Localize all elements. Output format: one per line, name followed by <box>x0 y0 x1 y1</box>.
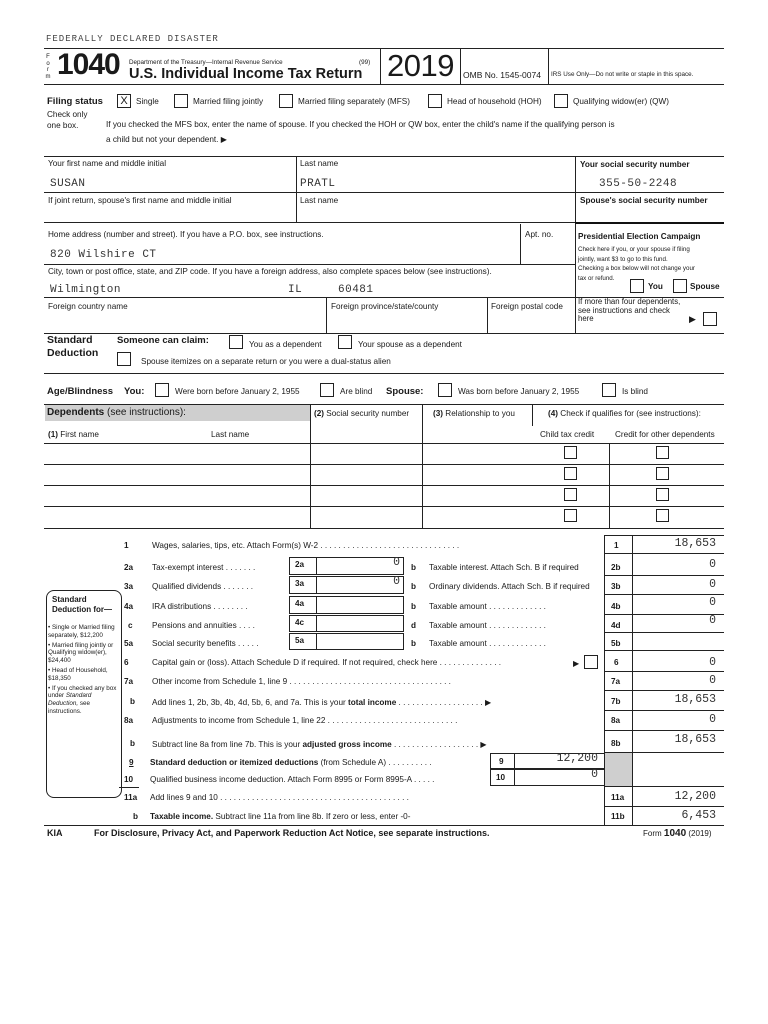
address-label: Home address (number and street). If you have a P.O. box, see instructions. <box>48 230 324 239</box>
married-jointly-label: Married filing jointly <box>193 97 264 106</box>
tax-year: 2019 <box>387 48 454 83</box>
line9-box: 9 <box>499 757 504 766</box>
first-name-value[interactable]: SUSAN <box>50 178 86 190</box>
line4b-num: b <box>411 602 417 611</box>
line11a-value[interactable]: 12,200 <box>674 790 716 803</box>
spouse-dependent-checkbox[interactable] <box>338 335 352 349</box>
dep3-child-credit-checkbox[interactable] <box>564 488 577 501</box>
line8b-num: b <box>130 739 136 748</box>
line5a-box: 5a <box>295 636 305 645</box>
line3a-value: 0 <box>393 575 400 588</box>
line1-value[interactable]: 18,653 <box>674 537 716 550</box>
spouse-itemizes-label: Spouse itemizes on a separate return or you were a dual-status alien <box>141 357 391 366</box>
line2b-num: b <box>411 563 417 572</box>
last-name-value[interactable]: PRATL <box>300 178 336 190</box>
line1-desc: Wages, salaries, tips, etc. Attach Form(s) W-2 . . . . . . . . . . . . . . . . . . . . . . . . . . . . . . . <box>152 541 460 550</box>
you-blind-checkbox[interactable] <box>320 383 334 397</box>
dep2-other-credit-checkbox[interactable] <box>656 467 669 480</box>
age-spouse-label: Spouse: <box>386 386 424 397</box>
dep2-child-credit-checkbox[interactable] <box>564 467 577 480</box>
presidential-title: Presidential Election Campaign <box>578 232 701 241</box>
dept-line: Department of the Treasury—Internal Revenue Service <box>129 59 283 66</box>
line2a-desc: Tax-exempt interest . . . . . . . <box>152 563 256 572</box>
line5b-desc: Taxable amount . . . . . . . . . . . . . <box>429 639 546 648</box>
presidential-spouse-checkbox[interactable] <box>673 279 687 293</box>
line4c-num: c <box>128 621 133 630</box>
omb-number: OMB No. 1545-0074 <box>463 70 541 80</box>
married-separately-label: Married filing separately (MFS) <box>298 97 410 106</box>
line3b-desc: Ordinary dividends. Attach Sch. B if required <box>429 582 590 591</box>
qualifying-widow-checkbox[interactable] <box>554 94 568 108</box>
single-checkbox[interactable]: X <box>117 94 131 108</box>
filing-status-sub: Check only one box. <box>47 110 88 130</box>
footer-form-label: Form 1040 (2019) <box>643 828 712 839</box>
line3a-num: 3a <box>124 582 134 591</box>
line3b-box: 3b <box>611 582 621 591</box>
line10-desc: Qualified business income deduction. Attach Form 8995 or Form 8995-A . . . . . <box>150 775 435 784</box>
line7a-num: 7a <box>124 677 134 686</box>
footer-kia: KIA <box>47 828 63 838</box>
line2a-box: 2a <box>295 560 305 569</box>
line6-desc: Capital gain or (loss). Attach Schedule D if required. If not required, check here . . . . . . . . . . . . . . <box>152 658 502 667</box>
zip-value[interactable]: 60481 <box>338 284 374 296</box>
spouse-itemizes-checkbox[interactable] <box>117 352 131 366</box>
line11b-num: b <box>133 812 139 821</box>
line7b-desc: Add lines 1, 2b, 3b, 4b, 4d, 5b, 6, and 7a. This is your total income . . . . . . . . . . . . . . . . . . . ▶ <box>152 698 492 707</box>
more-dependents-checkbox[interactable] <box>703 312 717 326</box>
line10-num: 10 <box>124 775 134 784</box>
presidential-spouse-label: Spouse <box>690 282 720 291</box>
line4b-box: 4b <box>611 602 621 611</box>
line4c-box: 4c <box>295 618 305 627</box>
dep-col4a-header: Child tax credit <box>540 430 595 439</box>
dep-col4b-header: Credit for other dependents <box>615 430 715 439</box>
ssn-value[interactable]: 355-50-2248 <box>599 178 678 190</box>
line4a-field[interactable] <box>289 596 404 614</box>
dep4-child-credit-checkbox[interactable] <box>564 509 577 522</box>
line9-value: 12,200 <box>556 752 598 765</box>
ssn-label: Your social security number <box>580 160 690 169</box>
dep-col1-header: (1) First name <box>48 430 99 439</box>
spouse-born-before-label: Was born before January 2, 1955 <box>458 387 580 396</box>
line7a-box: 7a <box>611 677 621 686</box>
presidential-you-checkbox[interactable] <box>630 279 644 293</box>
head-of-household-label: Head of household (HOH) <box>447 97 542 106</box>
age-you-label: You: <box>124 386 145 397</box>
you-dependent-label: You as a dependent <box>249 340 322 349</box>
line1-num: 1 <box>124 541 129 550</box>
filing-status-label: Filing status <box>47 96 103 107</box>
line3b-value[interactable]: 0 <box>709 578 716 591</box>
line8b-value[interactable]: 18,653 <box>674 733 716 746</box>
city-label: City, town or post office, state, and ZIP code. If you have a foreign address, also complete spaces below (see instructions). <box>48 267 492 276</box>
spouse-blind-checkbox[interactable] <box>602 383 616 397</box>
line6-box: 6 <box>614 658 619 667</box>
age-blindness-label: Age/Blindness <box>47 386 113 397</box>
line7b-num: b <box>130 697 136 706</box>
spouse-last-label: Last name <box>300 196 339 205</box>
std-deduction-label: Standard Deduction <box>47 334 99 359</box>
line8a-desc: Adjustments to income from Schedule 1, line 22 . . . . . . . . . . . . . . . . . . . . . . . . . . . . . <box>152 716 458 725</box>
first-name-label: Your first name and middle initial <box>48 159 167 168</box>
line4d-value[interactable]: 0 <box>709 614 716 627</box>
line6-num: 6 <box>124 658 129 667</box>
qualifying-widow-label: Qualifying widow(er) (QW) <box>573 97 669 106</box>
line11a-desc: Add lines 9 and 10 . . . . . . . . . . . . . . . . . . . . . . . . . . . . . . . . . . . . . . . . . . <box>150 793 409 802</box>
line9-desc: Standard deduction or itemized deductions (from Schedule A) . . . . . . . . . . <box>150 758 432 767</box>
line9-num: 9 <box>129 758 134 767</box>
footer-notice: For Disclosure, Privacy Act, and Paperwork Reduction Act Notice, see separate instructions. <box>94 828 490 838</box>
spouse-born-before-checkbox[interactable] <box>438 383 452 397</box>
line4a-desc: IRA distributions . . . . . . . . <box>152 602 248 611</box>
line4a-num: 4a <box>124 602 134 611</box>
line3a-desc: Qualified dividends . . . . . . . <box>152 582 254 591</box>
dep-col1b-header: Last name <box>211 430 250 439</box>
line4b-value[interactable]: 0 <box>709 596 716 609</box>
line8b-desc: Subtract line 8a from line 7b. This is your adjusted gross income . . . . . . . . . . . . . . . . . . . ▶ <box>152 740 487 749</box>
address-value[interactable]: 820 Wilshire CT <box>50 249 157 261</box>
filing-note-1: If you checked the MFS box, enter the name of spouse. If you checked the HOH or QW box, enter the child's name if the qualifying person is <box>106 120 615 129</box>
you-dependent-checkbox[interactable] <box>229 335 243 349</box>
line6-checkbox[interactable] <box>584 655 598 669</box>
married-jointly-checkbox[interactable] <box>174 94 188 108</box>
city-value[interactable]: Wilmington <box>50 284 122 296</box>
dep4-other-credit-checkbox[interactable] <box>656 509 669 522</box>
dep1-other-credit-checkbox[interactable] <box>656 446 669 459</box>
line4d-box: 4d <box>611 621 621 630</box>
line11b-box: 11b <box>611 812 625 821</box>
line4c-field[interactable] <box>289 615 404 632</box>
line11a-box: 11a <box>611 793 625 802</box>
dep1-child-credit-checkbox[interactable] <box>564 446 577 459</box>
sidebar-bullets: • Single or Married filing separately, $12,200 • Married filing jointly or Qualifying widow(er), $24,400 • Head of Household, $18,350 • If you checked any box under Standard Deduction, see instructions. <box>48 624 117 715</box>
irs-use-only: IRS Use Only—Do not write or staple in this space. <box>551 71 694 78</box>
line8a-num: 8a <box>124 716 134 725</box>
line11a-num: 11a <box>124 793 138 802</box>
apt-label: Apt. no. <box>525 230 554 239</box>
line5b-box: 5b <box>611 639 621 648</box>
line7b-box: 7b <box>611 697 621 706</box>
presidential-you-label: You <box>648 282 663 291</box>
spouse-blind-label: Is blind <box>622 387 648 396</box>
line8a-value[interactable]: 0 <box>709 713 716 726</box>
line2b-box: 2b <box>611 563 621 572</box>
state-value[interactable]: IL <box>288 284 303 296</box>
someone-can-claim: Someone can claim: <box>117 335 209 346</box>
code-99: (99) <box>359 59 371 66</box>
single-label: Single <box>136 97 159 106</box>
line8b-box: 8b <box>611 739 621 748</box>
presidential-text: Check here if you, or your spouse if filing jointly, want $3 to go to this fund. Checking a box below will not change your tax or refund. <box>578 246 695 282</box>
form-side-label: F o r m <box>45 54 51 80</box>
foreign-province-label: Foreign province/state/county <box>331 302 439 311</box>
line5b-num: b <box>411 639 417 648</box>
head-of-household-checkbox[interactable] <box>428 94 442 108</box>
filing-note-2: a child but not your dependent. ▶ <box>106 135 228 144</box>
line2a-num: 2a <box>124 563 134 572</box>
line5a-num: 5a <box>124 639 134 648</box>
you-blind-label: Are blind <box>340 387 373 396</box>
spouse-dependent-label: Your spouse as a dependent <box>358 340 462 349</box>
line1-box: 1 <box>614 541 619 550</box>
line4d-num: d <box>411 621 417 630</box>
form-number: 1040 <box>57 48 120 81</box>
line7b-value[interactable]: 18,653 <box>674 693 716 706</box>
disaster-banner: FEDERALLY DECLARED DISASTER <box>46 34 219 44</box>
line6-arrow-icon: ▶ <box>573 659 580 668</box>
line8a-box: 8a <box>611 716 621 725</box>
foreign-postal-label: Foreign postal code <box>491 302 563 311</box>
form-title: U.S. Individual Income Tax Return <box>129 66 363 82</box>
line2b-desc: Taxable interest. Attach Sch. B if required <box>429 563 579 572</box>
line11b-value[interactable]: 6,453 <box>681 809 716 822</box>
line4b-desc: Taxable amount . . . . . . . . . . . . . <box>429 602 546 611</box>
line2a-value: 0 <box>393 556 400 569</box>
foreign-country-label: Foreign country name <box>48 302 128 311</box>
dependents-title: Dependents (see instructions): <box>47 407 186 418</box>
you-born-before-label: Were born before January 2, 1955 <box>175 387 300 396</box>
sidebar-title: Standard Deduction for— <box>52 595 112 614</box>
line7a-value[interactable]: 0 <box>709 674 716 687</box>
line6-value[interactable]: 0 <box>709 656 716 669</box>
line7a-desc: Other income from Schedule 1, line 9 . . . . . . . . . . . . . . . . . . . . . . . . . . . . . . . . . . . . <box>152 677 451 686</box>
spouse-first-label: If joint return, spouse's first name and middle initial <box>48 196 232 205</box>
spouse-ssn-label: Spouse's social security number <box>580 196 708 205</box>
you-born-before-checkbox[interactable] <box>155 383 169 397</box>
line4c-desc: Pensions and annuities . . . . <box>152 621 255 630</box>
line4d-desc: Taxable amount . . . . . . . . . . . . . <box>429 621 546 630</box>
dep-col2-header: (2) Social security number <box>314 409 410 418</box>
more-dependents-note: If more than four dependents, see instructions and check here <box>578 297 681 323</box>
line5a-field[interactable] <box>289 633 404 650</box>
married-separately-checkbox[interactable] <box>279 94 293 108</box>
arrow-right-icon: ▶ <box>689 314 696 324</box>
dep-col4-header: (4) Check if qualifies for (see instructions): <box>548 409 701 418</box>
dep3-other-credit-checkbox[interactable] <box>656 488 669 501</box>
line5a-desc: Social security benefits . . . . . <box>152 639 259 648</box>
line4a-box: 4a <box>295 599 305 608</box>
line3b-num: b <box>411 582 417 591</box>
line10-value: 0 <box>591 768 598 781</box>
last-name-label: Last name <box>300 159 339 168</box>
line10-box: 10 <box>496 773 506 782</box>
line11b-desc: Taxable income. Subtract line 11a from line 8b. If zero or less, enter -0- <box>150 812 411 821</box>
line3a-box: 3a <box>295 579 305 588</box>
line2b-value[interactable]: 0 <box>709 558 716 571</box>
dep-col3-header: (3) Relationship to you <box>433 409 515 418</box>
